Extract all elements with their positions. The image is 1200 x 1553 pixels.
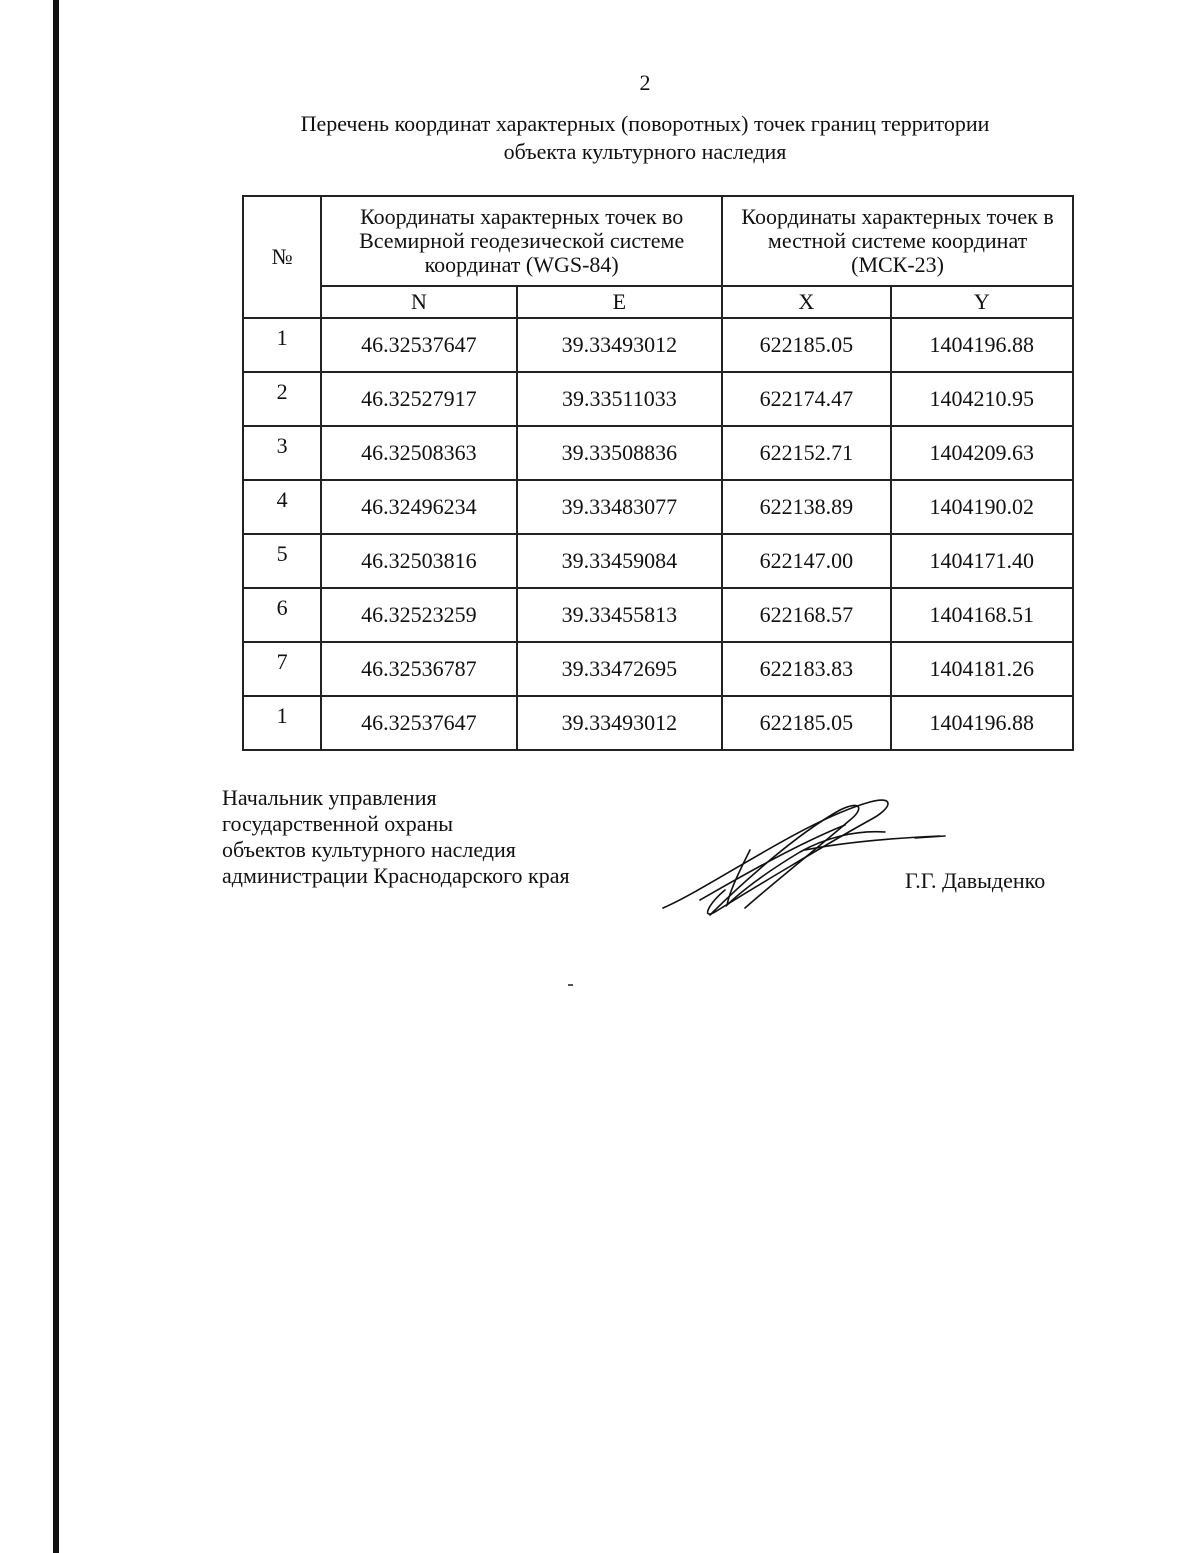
signer-name: Г.Г. Давыденко	[905, 868, 1046, 893]
signer-position-line-1: Начальник управления	[222, 785, 437, 810]
cell-y: 1404210.95	[891, 372, 1073, 426]
header-number: №	[243, 196, 321, 318]
cell-x: 622152.71	[722, 426, 890, 480]
scan-speck	[568, 984, 573, 986]
cell-x: 622138.89	[722, 480, 890, 534]
table-row	[243, 372, 1073, 426]
cell-n: 46.32537647	[321, 318, 516, 372]
cell-x: 622168.57	[722, 588, 890, 642]
title-line-2: объекта культурного наследия	[503, 139, 787, 164]
table-row	[243, 534, 1073, 588]
table-row	[243, 318, 1073, 372]
coordinates-table	[242, 195, 1074, 751]
cell-n: 46.32536787	[321, 642, 516, 696]
cell-e: 39.33459084	[517, 534, 722, 588]
cell-e: 39.33508836	[517, 426, 722, 480]
table-row	[243, 480, 1073, 534]
cell-number: 1	[243, 318, 321, 372]
signature	[655, 790, 955, 925]
cell-number: 4	[243, 480, 321, 534]
scan-edge	[53, 0, 59, 1553]
signer-position-line-3: объектов культурного наследия	[222, 837, 516, 862]
cell-y: 1404209.63	[891, 426, 1073, 480]
cell-x: 622174.47	[722, 372, 890, 426]
header-wgs: Координаты характерных точек во Всемирной геодезической системе координат (WGS-84)	[321, 196, 722, 286]
table-row	[243, 642, 1073, 696]
cell-number: 3	[243, 426, 321, 480]
cell-n: 46.32508363	[321, 426, 516, 480]
cell-y: 1404171.40	[891, 534, 1073, 588]
page-number: 2	[639, 70, 651, 95]
cell-n: 46.32503816	[321, 534, 516, 588]
cell-number: 2	[243, 372, 321, 426]
header-y: Y	[891, 286, 1073, 318]
header-row-main	[243, 196, 1073, 286]
cell-n: 46.32496234	[321, 480, 516, 534]
header-n: N	[321, 286, 516, 318]
title-line-1: Перечень координат характерных (поворотных) точек границ территории	[300, 111, 990, 136]
cell-e: 39.33493012	[517, 318, 722, 372]
signer-position-line-2: государственной охраны	[222, 811, 454, 836]
table-row	[243, 426, 1073, 480]
table-row	[243, 696, 1073, 750]
cell-y: 1404196.88	[891, 696, 1073, 750]
cell-e: 39.33511033	[517, 372, 722, 426]
cell-n: 46.32527917	[321, 372, 516, 426]
table-row	[243, 588, 1073, 642]
cell-e: 39.33493012	[517, 696, 722, 750]
header-row-sub	[243, 286, 1073, 318]
document-title	[230, 110, 1060, 166]
cell-y: 1404196.88	[891, 318, 1073, 372]
cell-n: 46.32523259	[321, 588, 516, 642]
cell-e: 39.33483077	[517, 480, 722, 534]
cell-y: 1404181.26	[891, 642, 1073, 696]
cell-number: 1	[243, 696, 321, 750]
cell-number: 6	[243, 588, 321, 642]
signer-position	[222, 785, 570, 889]
cell-x: 622185.05	[722, 318, 890, 372]
header-e: E	[517, 286, 722, 318]
cell-e: 39.33455813	[517, 588, 722, 642]
cell-number: 7	[243, 642, 321, 696]
header-x: X	[722, 286, 890, 318]
cell-e: 39.33472695	[517, 642, 722, 696]
cell-number: 5	[243, 534, 321, 588]
signer-position-line-4: администрации Краснодарского края	[222, 863, 570, 888]
header-msk: Координаты характерных точек в местной системе координат (МСК-23)	[722, 196, 1073, 286]
cell-y: 1404190.02	[891, 480, 1073, 534]
cell-x: 622185.05	[722, 696, 890, 750]
cell-y: 1404168.51	[891, 588, 1073, 642]
cell-n: 46.32537647	[321, 696, 516, 750]
cell-x: 622183.83	[722, 642, 890, 696]
cell-x: 622147.00	[722, 534, 890, 588]
